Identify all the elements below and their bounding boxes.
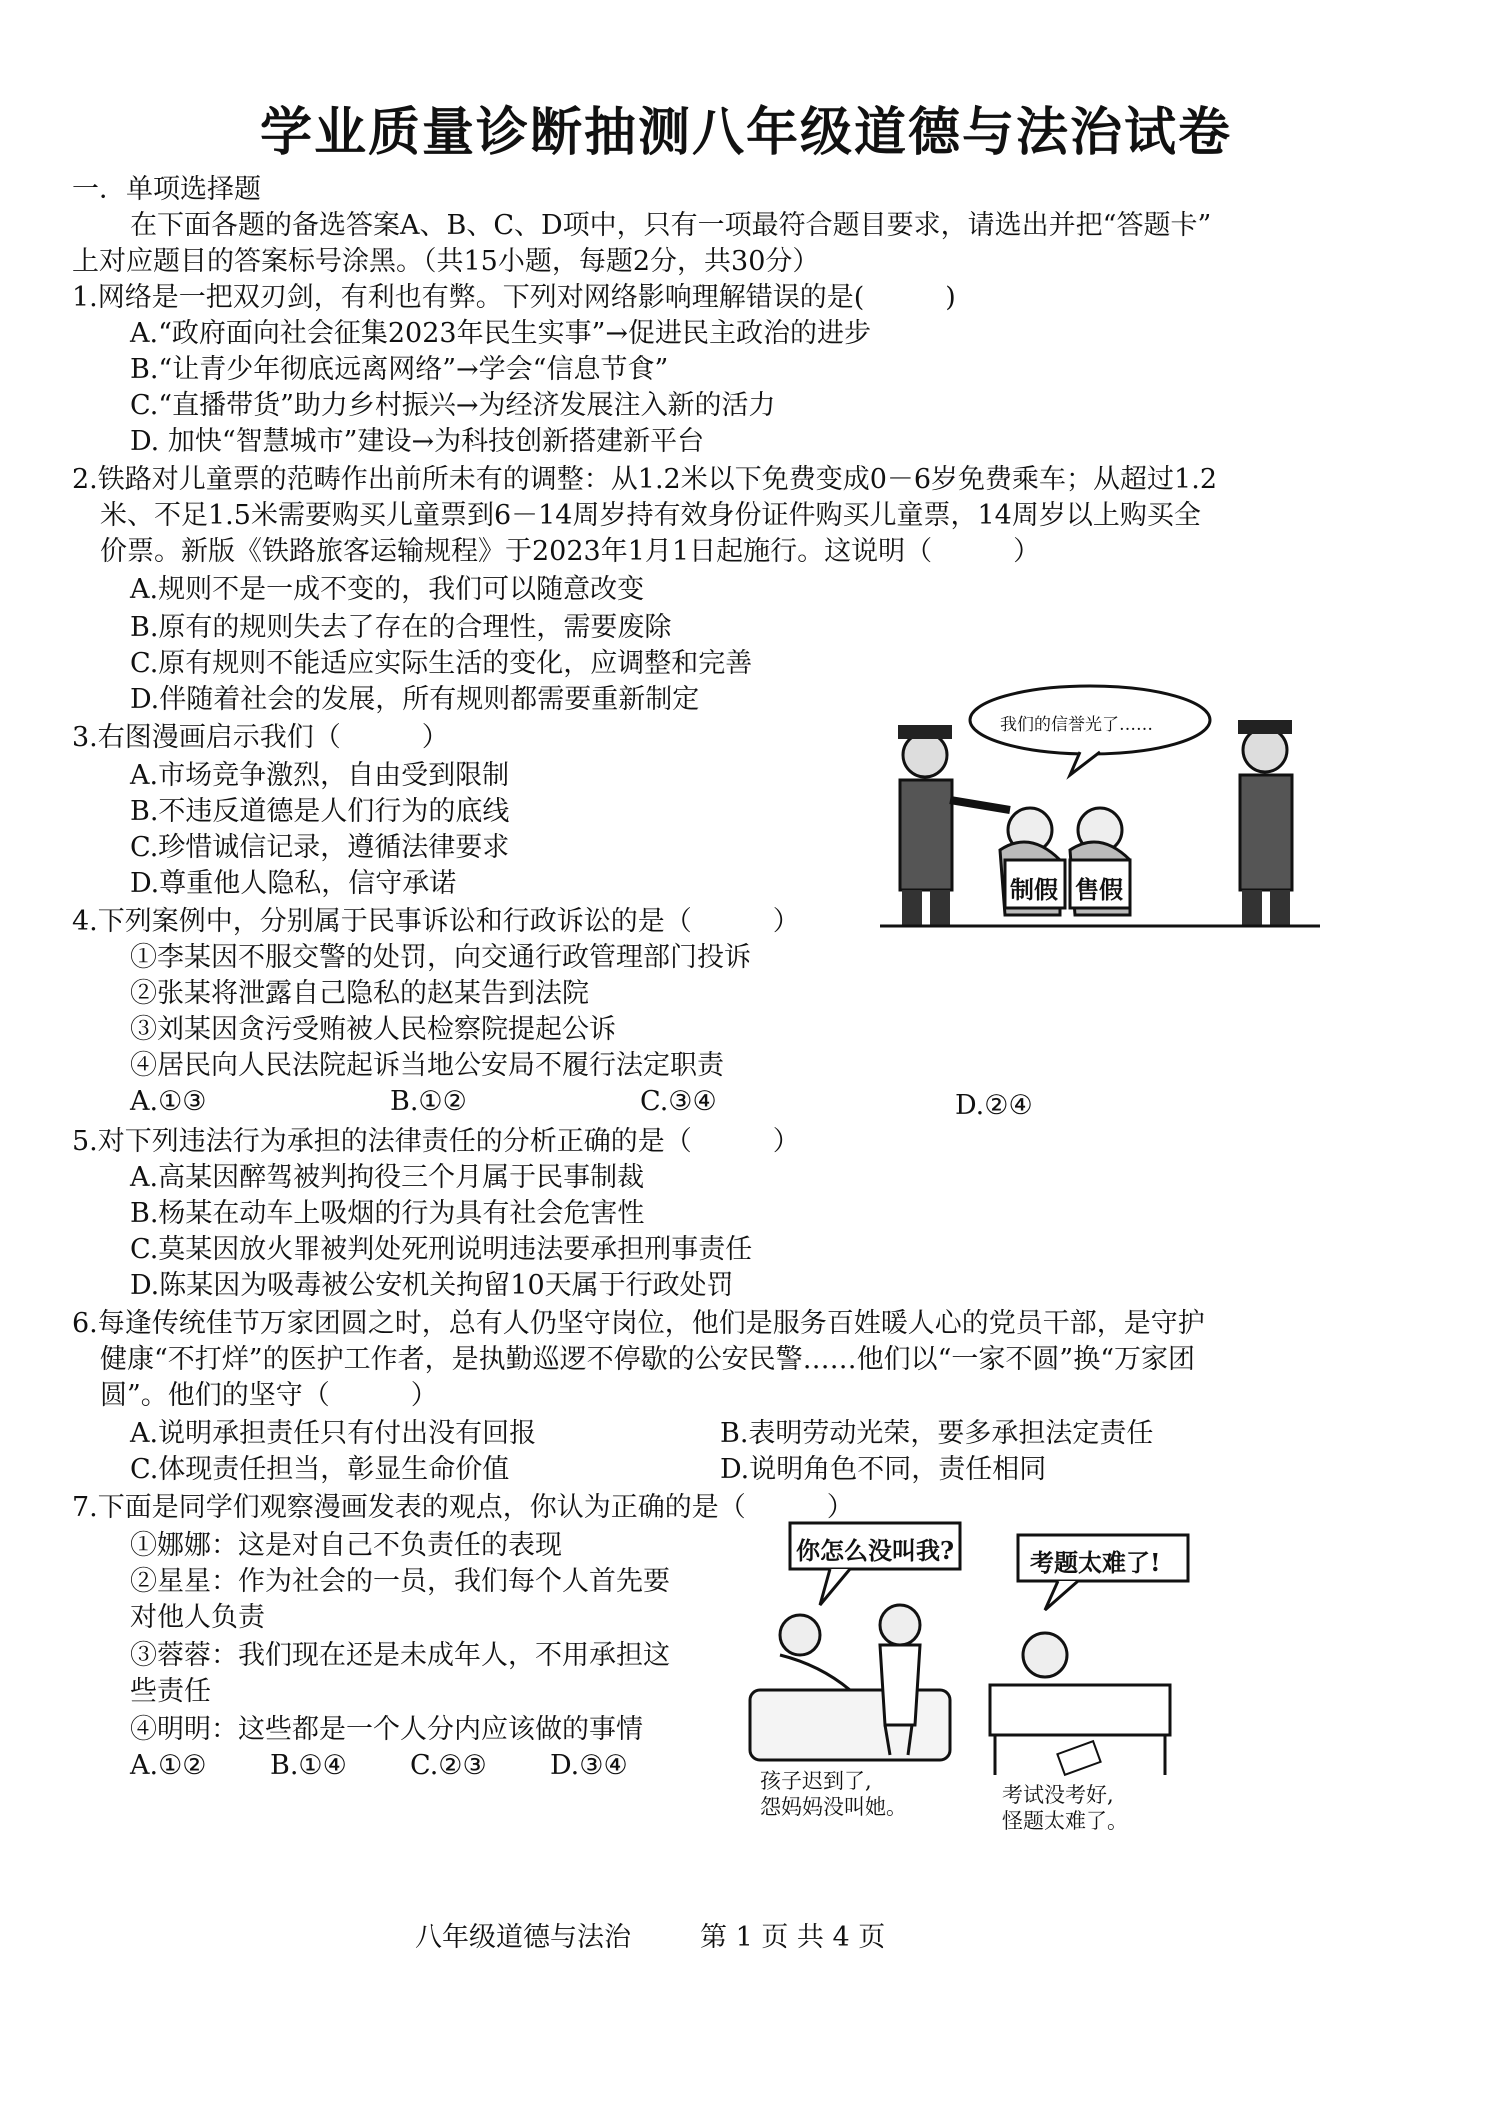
section-instruction-line1: 在下面各题的备选答案A、B、C、D项中，只有一项最符合题目要求，请选出并把“答题卡” bbox=[130, 210, 1212, 241]
q4-option-d: D.②④ bbox=[955, 1090, 1033, 1121]
q7-caption-1-line1: 孩子迟到了, bbox=[760, 1769, 872, 1793]
q7-item-2-line1: ②星星：作为社会的一员，我们每个人首先要 bbox=[130, 1566, 670, 1597]
q4-item-2: ②张某将泄露自己隐私的赵某告到法院 bbox=[130, 978, 589, 1009]
q5-option-d: D.陈某因为吸毒被公安机关拘留10天属于行政处罚 bbox=[130, 1270, 734, 1301]
section-heading: 一．单项选择题 bbox=[72, 174, 261, 205]
q7-option-c: C.②③ bbox=[410, 1750, 487, 1781]
q7-item-3-line1: ③蓉蓉：我们现在还是未成年人，不用承担这 bbox=[130, 1640, 670, 1671]
q7-item-3-line2: 些责任 bbox=[130, 1676, 211, 1707]
q6-option-d: D.说明角色不同，责任相同 bbox=[720, 1454, 1047, 1485]
q7-item-1: ①娜娜：这是对自己不负责任的表现 bbox=[130, 1530, 562, 1561]
q3-stem: 3.右图漫画启示我们（ ） bbox=[72, 722, 449, 753]
q3-option-b: B.不违反道德是人们行为的底线 bbox=[130, 796, 510, 827]
footer-page-number: 第 1 页 共 4 页 bbox=[700, 1922, 886, 1953]
q6-option-a: A.说明承担责任只有付出没有回报 bbox=[130, 1418, 537, 1449]
footer-subject: 八年级道德与法治 bbox=[415, 1922, 631, 1953]
q4-item-3: ③刘某因贪污受贿被人民检察院提起公诉 bbox=[130, 1014, 616, 1045]
q2-option-b: B.原有的规则失去了存在的合理性，需要废除 bbox=[130, 612, 672, 643]
q3-option-a: A.市场竞争激烈，自由受到限制 bbox=[130, 760, 510, 791]
q2-option-c: C.原有规则不能适应实际生活的变化，应调整和完善 bbox=[130, 648, 753, 679]
q1-stem: 1.网络是一把双刃剑，有利也有弊。下列对网络影响理解错误的是( ) bbox=[72, 282, 956, 313]
q4-stem: 4.下列案例中，分别属于民事诉讼和行政诉讼的是（ ） bbox=[72, 906, 800, 937]
q4-option-c: C.③④ bbox=[640, 1086, 717, 1117]
q6-stem-line3: 圆”。他们的坚守（ ） bbox=[100, 1380, 438, 1411]
q7-option-d: D.③④ bbox=[550, 1750, 628, 1781]
q3-option-c: C.珍惜诚信记录，遵循法律要求 bbox=[130, 832, 510, 863]
q5-option-b: B.杨某在动车上吸烟的行为具有社会危害性 bbox=[130, 1198, 645, 1229]
q7-option-b: B.①④ bbox=[270, 1750, 347, 1781]
q7-cartoon-bubble-1: 你怎么没叫我? bbox=[796, 1536, 955, 1565]
q7-caption-2-line1: 考试没考好, bbox=[1002, 1783, 1114, 1807]
q7-item-4: ④明明：这些都是一个人分内应该做的事情 bbox=[130, 1714, 643, 1745]
q1-option-a: A.“政府面向社会征集2023年民生实事”→促进民主政治的进步 bbox=[130, 318, 872, 349]
q2-option-d: D.伴随着社会的发展，所有规则都需要重新制定 bbox=[130, 684, 700, 715]
q2-stem-line3: 价票。新版《铁路旅客运输规程》于2023年1月1日起施行。这说明（ ） bbox=[100, 536, 1041, 567]
q7-option-a: A.①② bbox=[130, 1750, 207, 1781]
q5-option-a: A.高某因醉驾被判拘役三个月属于民事制裁 bbox=[130, 1162, 645, 1193]
q3-cartoon-sign-sell-fake: 售假 bbox=[1075, 875, 1123, 904]
q4-item-1: ①李某因不服交警的处罚，向交通行政管理部门投诉 bbox=[130, 942, 751, 973]
q6-option-c: C.体现责任担当，彰显生命价值 bbox=[130, 1454, 510, 1485]
q6-stem-line1: 6.每逢传统佳节万家团圆之时，总有人仍坚守岗位，他们是服务百姓暖人心的党员干部，是守护 bbox=[72, 1308, 1205, 1339]
q3-option-d: D.尊重他人隐私，信守承诺 bbox=[130, 868, 457, 899]
q6-stem-line2: 健康“不打烊”的医护工作者，是执勤巡逻不停歇的公安民警……他们以“一家不圆”换“万家团 bbox=[100, 1344, 1196, 1375]
q3-cartoon-bubble-text: 我们的信誉光了…… bbox=[1000, 715, 1153, 735]
q3-cartoon bbox=[880, 680, 1320, 930]
q1-option-c: C.“直播带货”助力乡村振兴→为经济发展注入新的活力 bbox=[130, 390, 776, 421]
q2-option-a: A.规则不是一成不变的，我们可以随意改变 bbox=[130, 574, 645, 605]
q3-cartoon-sign-make-fake: 制假 bbox=[1010, 875, 1058, 904]
q7-stem: 7.下面是同学们观察漫画发表的观点，你认为正确的是（ ） bbox=[72, 1492, 854, 1523]
q6-option-b: B.表明劳动光荣，要多承担法定责任 bbox=[720, 1418, 1154, 1449]
page-title: 学业质量诊断抽测八年级道德与法治试卷 bbox=[259, 103, 1232, 163]
q1-option-b: B.“让青少年彻底远离网络”→学会“信息节食” bbox=[130, 354, 669, 385]
section-instruction-line2: 上对应题目的答案标号涂黑。（共15小题，每题2分，共30分） bbox=[72, 246, 820, 277]
q4-option-a: A.①③ bbox=[130, 1086, 207, 1117]
q5-stem: 5.对下列违法行为承担的法律责任的分析正确的是（ ） bbox=[72, 1126, 800, 1157]
q5-option-c: C.莫某因放火罪被判处死刑说明违法要承担刑事责任 bbox=[130, 1234, 753, 1265]
q7-item-2-line2: 对他人负责 bbox=[130, 1602, 265, 1633]
q2-stem-line2: 米、不足1.5米需要购买儿童票到6－14周岁持有效身份证件购买儿童票，14周岁以上购买全 bbox=[100, 500, 1201, 531]
q7-caption-2-line2: 怪题太难了。 bbox=[1002, 1809, 1128, 1833]
q2-stem-line1: 2.铁路对儿童票的范畴作出前所未有的调整：从1.2米以下免费变成0－6岁免费乘车；从超过1.2 bbox=[72, 464, 1217, 495]
q7-caption-1-line2: 怨妈妈没叫她。 bbox=[760, 1795, 907, 1819]
q4-item-4: ④居民向人民法院起诉当地公安局不履行法定职责 bbox=[130, 1050, 724, 1081]
q1-option-d: D. 加快“智慧城市”建设→为科技创新搭建新平台 bbox=[130, 426, 705, 457]
q7-cartoon-bubble-2: 考题太难了! bbox=[1030, 1548, 1161, 1577]
q7-cartoons bbox=[740, 1515, 1340, 1835]
q4-option-b: B.①② bbox=[390, 1086, 467, 1117]
